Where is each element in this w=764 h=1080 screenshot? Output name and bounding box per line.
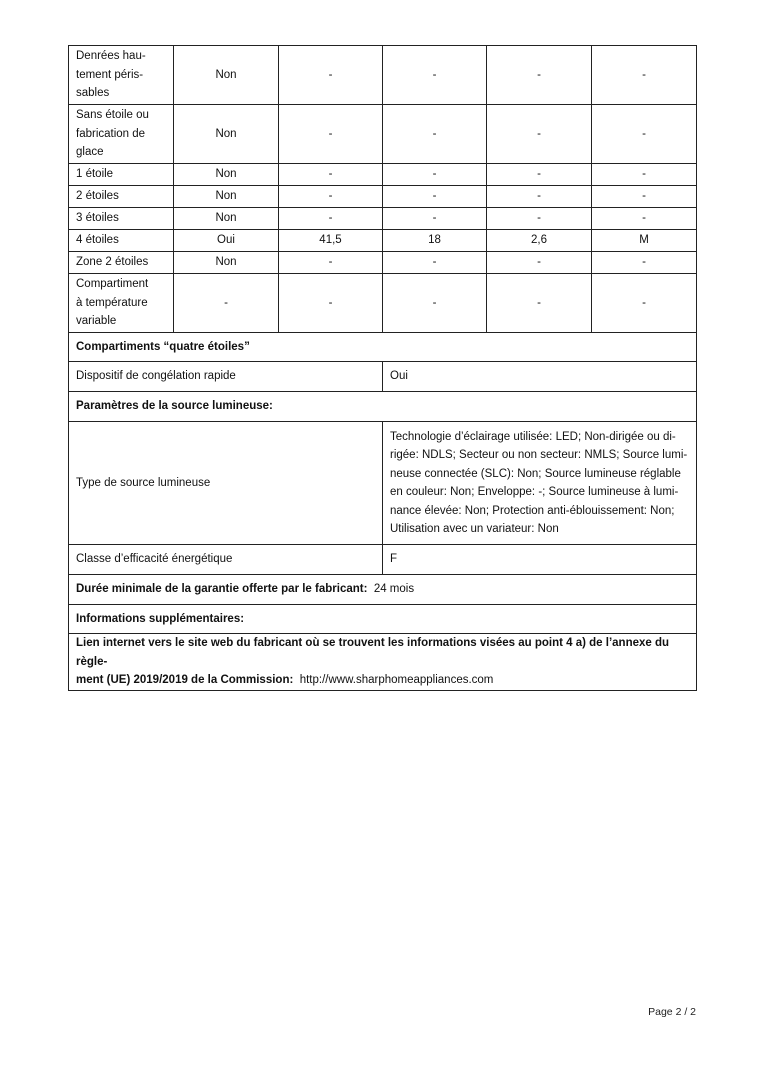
compartment-name: Compartiment à température variable <box>69 274 174 333</box>
compartment-value-2: - <box>383 252 487 274</box>
compartment-row <box>69 186 697 208</box>
compartment-present: - <box>174 274 279 333</box>
compartment-value-4: - <box>592 105 697 164</box>
compartment-present: Non <box>174 105 279 164</box>
compartment-row <box>69 208 697 230</box>
compartment-name: 2 étoiles <box>69 186 174 208</box>
light-type-row <box>69 422 697 545</box>
compartment-row <box>69 274 697 333</box>
compartment-row <box>69 105 697 164</box>
compartment-value-1: - <box>279 105 383 164</box>
compartment-table <box>68 45 697 333</box>
fast-freeze-value: Oui <box>383 362 697 392</box>
link-row <box>69 634 697 691</box>
compartment-value-3: - <box>487 105 592 164</box>
compartment-value-3: - <box>487 46 592 105</box>
warranty-value: 24 mois <box>373 583 415 596</box>
compartment-name: Sans étoile ou fabrication de glace <box>69 105 174 164</box>
compartment-value-3: - <box>487 274 592 333</box>
compartment-value-1: 41,5 <box>279 230 383 252</box>
energy-class-label: Classe d’efficacité énergétique <box>69 545 383 575</box>
compartment-name: Denrées hau- tement péris- sables <box>69 46 174 105</box>
compartment-name: 3 étoiles <box>69 208 174 230</box>
compartment-value-4: - <box>592 274 697 333</box>
compartment-value-2: - <box>383 186 487 208</box>
compartment-value-4: - <box>592 46 697 105</box>
compartment-value-1: - <box>279 252 383 274</box>
document-sheet <box>68 45 696 691</box>
compartment-present: Oui <box>174 230 279 252</box>
compartment-present: Non <box>174 46 279 105</box>
compartment-value-1: - <box>279 186 383 208</box>
compartment-value-2: - <box>383 46 487 105</box>
compartment-present: Non <box>174 252 279 274</box>
compartment-value-4: M <box>592 230 697 252</box>
compartment-value-2: - <box>383 208 487 230</box>
compartment-row <box>69 252 697 274</box>
fast-freeze-row <box>69 362 697 392</box>
compartment-value-4: - <box>592 164 697 186</box>
energy-class-value: F <box>383 545 697 575</box>
compartment-value-3: - <box>487 208 592 230</box>
compartment-value-2: - <box>383 105 487 164</box>
page-number: Page 2 / 2 <box>648 1006 696 1018</box>
compartment-value-3: - <box>487 252 592 274</box>
warranty-row <box>69 575 697 605</box>
compartment-present: Non <box>174 186 279 208</box>
compartment-value-1: - <box>279 46 383 105</box>
compartment-name: Zone 2 étoiles <box>69 252 174 274</box>
compartment-value-3: - <box>487 164 592 186</box>
compartment-name: 1 étoile <box>69 164 174 186</box>
compartment-value-4: - <box>592 186 697 208</box>
compartment-present: Non <box>174 208 279 230</box>
light-type-value: Technologie d’éclairage utilisée: LED; Non-dirigée ou di- rigée: NDLS; Secteur ou non secteur: NMLS; Source lumi- neuse connectée (SLC): Non; Source lumineuse réglable en couleur: Non; Enveloppe: -; Source lumineuse à lumi- nance élevée: Non; Protection anti-éblouissement: Non; Utilisation avec un variateur: Non <box>383 422 697 545</box>
warranty-label: Durée minimale de la garantie offerte par le fabricant: <box>76 583 368 596</box>
compartment-value-1: - <box>279 164 383 186</box>
compartment-value-2: - <box>383 274 487 333</box>
compartment-value-2: - <box>383 164 487 186</box>
compartment-value-1: - <box>279 208 383 230</box>
four-star-heading-row <box>69 333 697 362</box>
fast-freeze-label: Dispositif de congélation rapide <box>69 362 383 392</box>
light-heading-row <box>69 392 697 422</box>
energy-class-row <box>69 545 697 575</box>
compartment-present: Non <box>174 164 279 186</box>
compartment-value-3: - <box>487 186 592 208</box>
link-cell <box>69 634 697 691</box>
compartment-value-4: - <box>592 252 697 274</box>
compartment-value-3: 2,6 <box>487 230 592 252</box>
compartment-name: 4 étoiles <box>69 230 174 252</box>
four-star-heading: Compartiments “quatre étoiles” <box>69 333 697 362</box>
info-table <box>68 332 697 691</box>
link-label: Lien internet vers le site web du fabricant où se trouvent les informations visées au point 4 a) de l’annexe du règle- ment (UE) 2019/2019 de la Commission: <box>76 637 670 686</box>
warranty-cell <box>69 575 697 605</box>
compartment-row <box>69 46 697 105</box>
compartment-row <box>69 164 697 186</box>
extra-heading: Informations supplémentaires: <box>69 605 697 634</box>
light-type-label: Type de source lumineuse <box>69 422 383 545</box>
extra-heading-row <box>69 605 697 634</box>
light-heading: Paramètres de la source lumineuse: <box>69 392 697 422</box>
compartment-value-2: 18 <box>383 230 487 252</box>
compartment-row <box>69 230 697 252</box>
manufacturer-link[interactable]: http://www.sharphomeappliances.com <box>299 674 494 686</box>
compartment-value-4: - <box>592 208 697 230</box>
compartment-value-1: - <box>279 274 383 333</box>
